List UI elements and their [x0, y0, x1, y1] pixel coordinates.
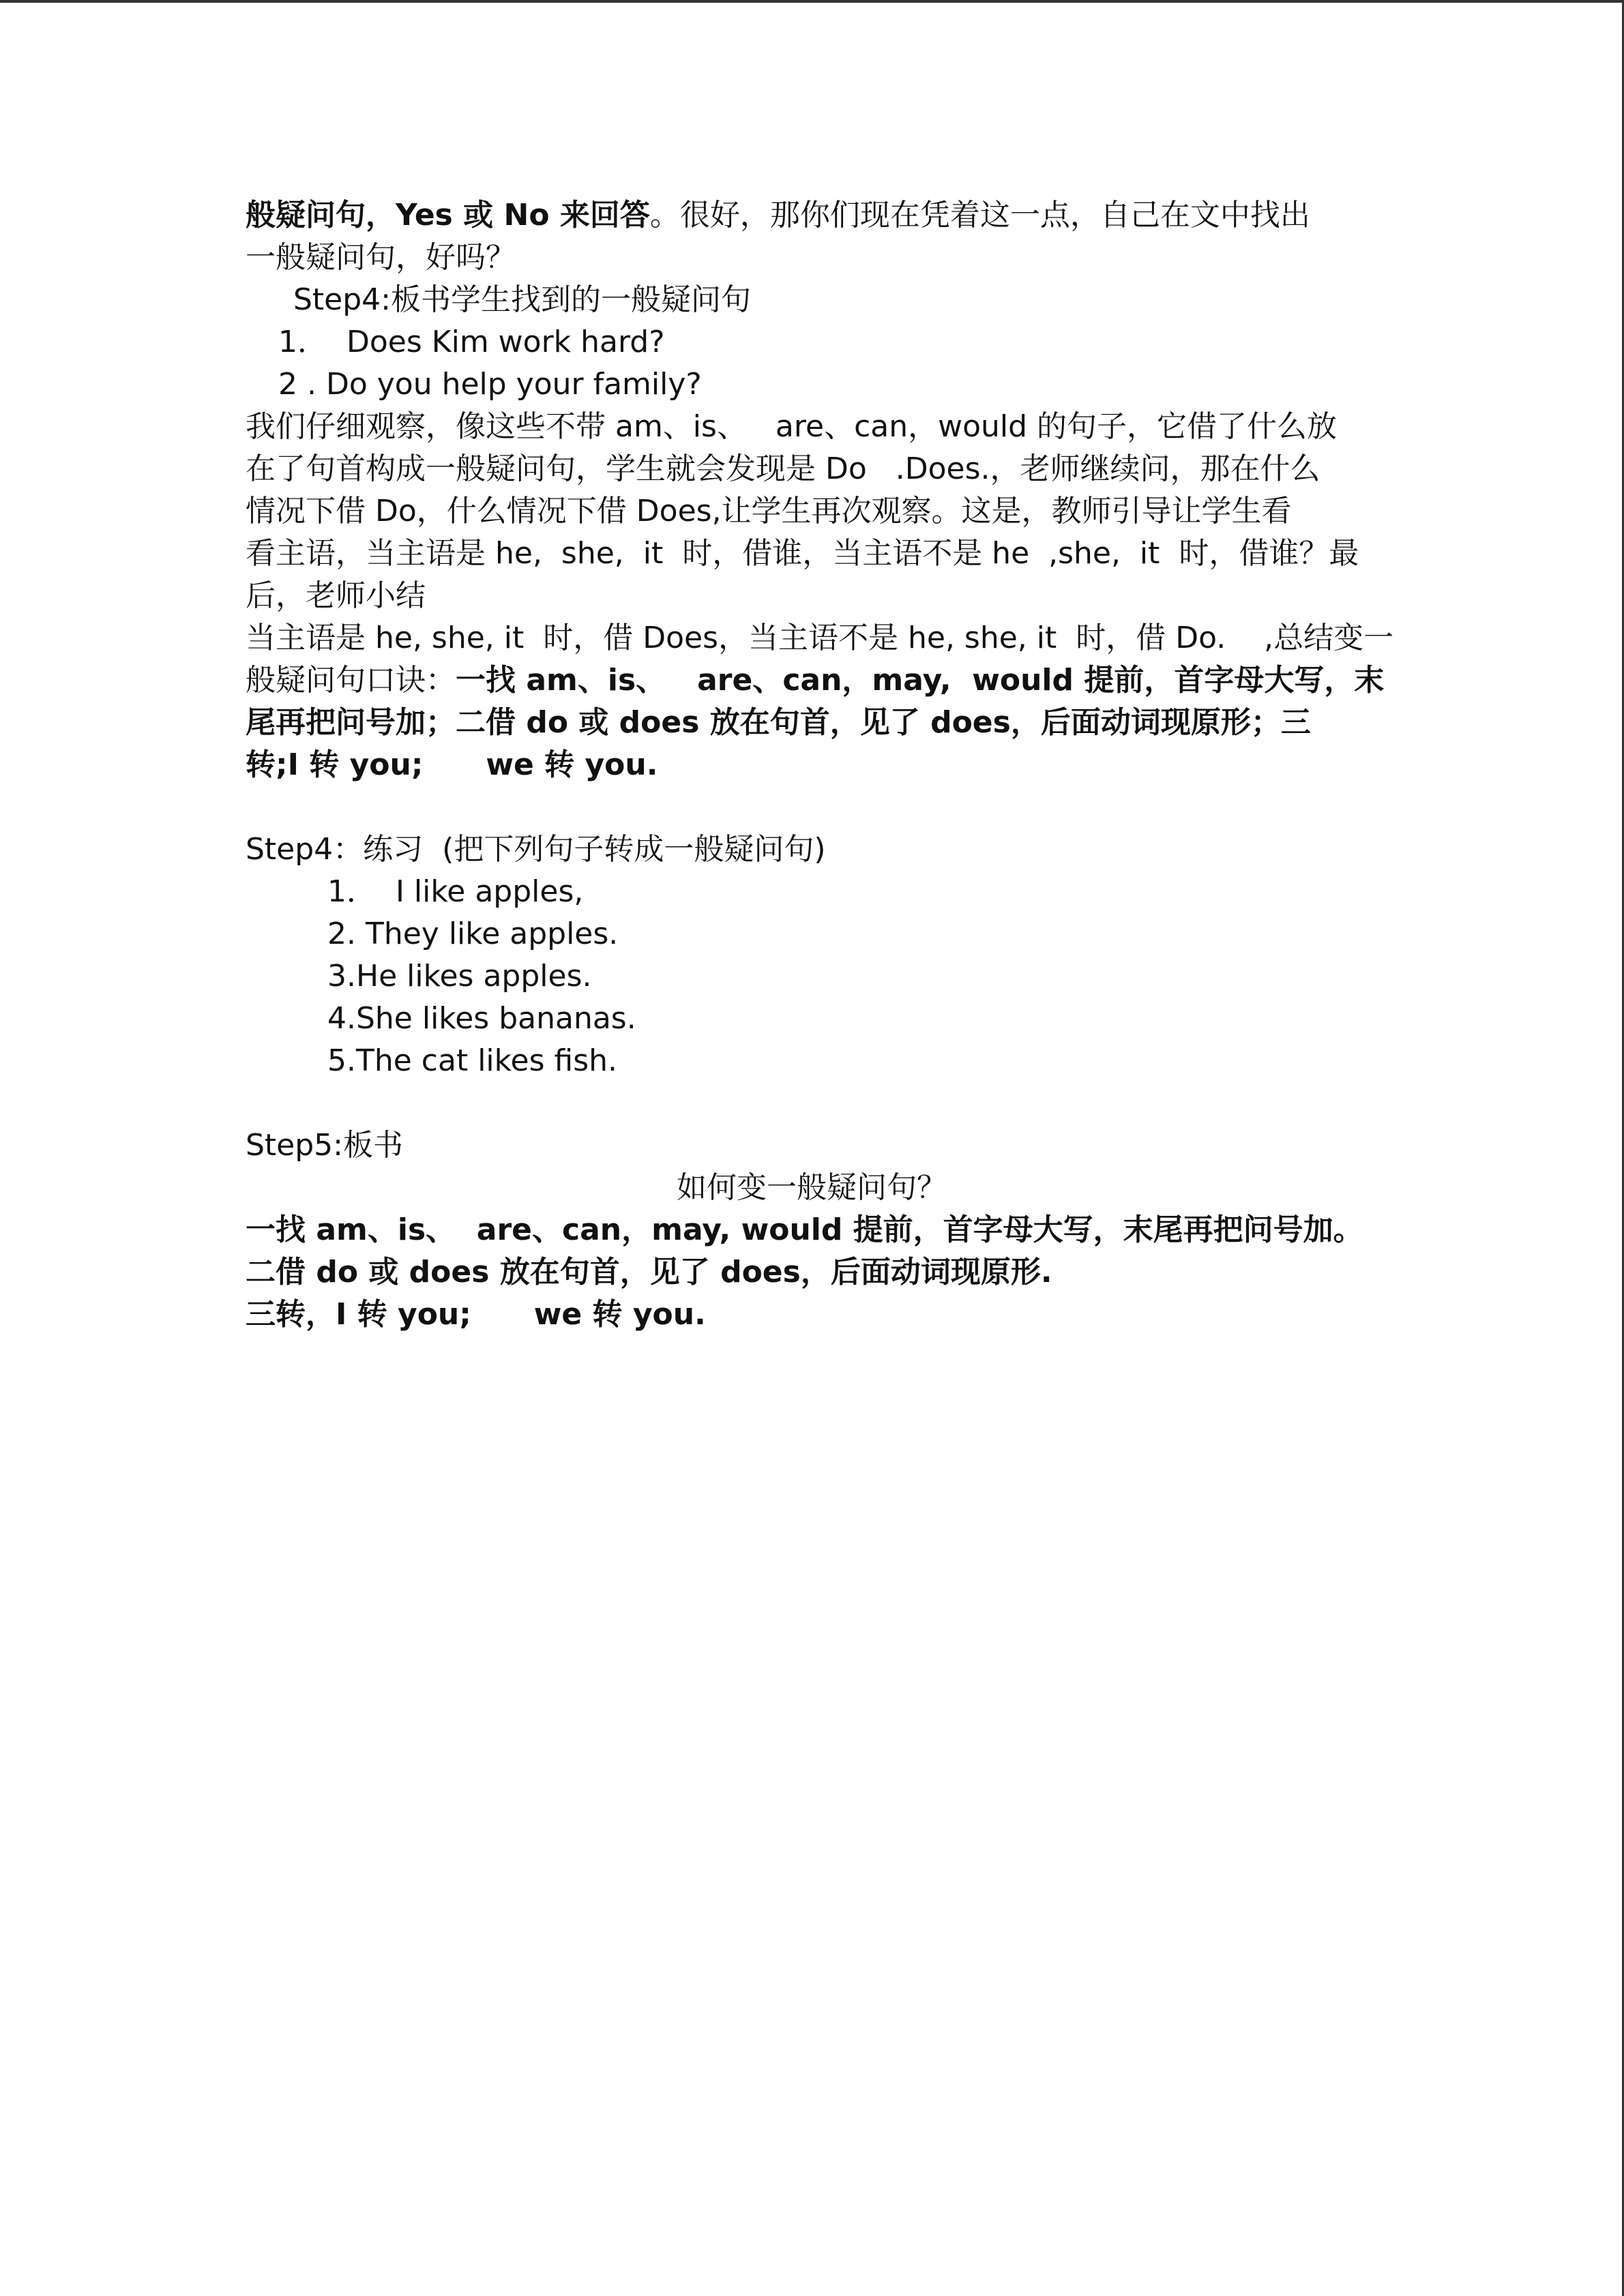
bold-text-segment: 一找 am、is、 are、can，may, would 提前，首字母大写，末尾再把问号加。 [246, 1212, 1363, 1247]
bold-text-segment: 三转，I 转 you; we 转 you. [246, 1297, 706, 1332]
text-segment: 3.He likes apples. [327, 959, 592, 994]
text-segment: 2 . Do you help your family? [278, 367, 702, 402]
text-segment: 2. They like apples. [327, 916, 619, 951]
bold-text-segment: 一找 am、is、 are、can，may, would 提前，首字母大写，末 [456, 663, 1385, 698]
text-line [246, 1209, 1378, 1251]
text-segment: 1． Does Kim work hard? [278, 325, 665, 359]
bold-text-segment: 转;I 转 you; we 转 you. [246, 747, 658, 782]
bold-text-segment: 尾再把问号加；二借 do 或 does 放在句首，见了 does，后面动词现原形；三 [246, 705, 1311, 740]
text-line [246, 237, 1378, 279]
text-segment: 在了句首构成一般疑问句，学生就会发现是 Do .Does.，老师继续问，那在什么 [246, 451, 1320, 486]
text-segment: 当主语是 he, she, it 时，借 Does，当主语不是 he, she, it 时，借 Do. ,总结变一 [246, 621, 1394, 655]
text-segment: 般疑问句口诀： [246, 663, 456, 698]
text-segment: 情况下借 Do，什么情况下借 Does,让学生再次观察。这是，教师引导让学生看 [246, 494, 1292, 528]
text-line [246, 575, 1378, 617]
text-segment: 我们仔细观察，像这些不带 am、is、 are、can，would 的句子，它借了什么放 [246, 409, 1338, 444]
text-line [246, 448, 1378, 490]
text-line [246, 1294, 1378, 1336]
text-line [246, 913, 1378, 955]
top-border-line [0, 0, 1624, 3]
text-line [246, 998, 1378, 1040]
text-segment: Step4:板书学生找到的一般疑问句 [293, 282, 751, 317]
text-line [246, 871, 1378, 913]
text-line [246, 490, 1378, 533]
text-line [246, 744, 1378, 786]
text-line [246, 363, 1378, 406]
bold-text-segment: 般疑问句，Yes 或 No 来回答 [246, 198, 650, 233]
text-segment: 一般疑问句，好吗？ [246, 240, 516, 275]
text-segment: 后，老师小结 [246, 578, 426, 613]
text-line [246, 533, 1378, 575]
bold-text-segment: 二借 do 或 does 放在句首，见了 does，后面动词现原形. [246, 1255, 1052, 1289]
text-line [246, 829, 1378, 871]
text-line [246, 659, 1385, 702]
text-segment: 4.She likes bananas. [327, 1001, 636, 1036]
text-line [246, 617, 1394, 659]
blank-line [246, 786, 1378, 829]
document-page [246, 194, 1394, 1336]
text-segment: 。很好，那你们现在凭着这一点，自己在文中找出 [649, 198, 1310, 233]
text-line [246, 321, 1378, 363]
text-segment: 1． I like apples, [327, 874, 584, 909]
text-line [246, 702, 1378, 744]
text-line [246, 1251, 1378, 1294]
text-segment: Step4：练习 (把下列句子转成一般疑问句) [246, 832, 826, 867]
text-segment: 如何变一般疑问句？ [677, 1170, 947, 1205]
text-segment: Step5:板书 [246, 1128, 403, 1163]
text-line [246, 1124, 1378, 1167]
text-line [246, 1040, 1378, 1082]
text-segment: 5.The cat likes fish. [327, 1043, 618, 1078]
text-line [246, 279, 1378, 321]
blank-line [246, 1082, 1378, 1124]
centered-heading [246, 1167, 1378, 1209]
text-segment: 看主语，当主语是 he, she, it 时，借谁，当主语不是 he ,she, it 时，借谁？最 [246, 536, 1359, 571]
text-line [246, 406, 1378, 448]
text-line [246, 194, 1378, 237]
text-line [246, 955, 1378, 998]
